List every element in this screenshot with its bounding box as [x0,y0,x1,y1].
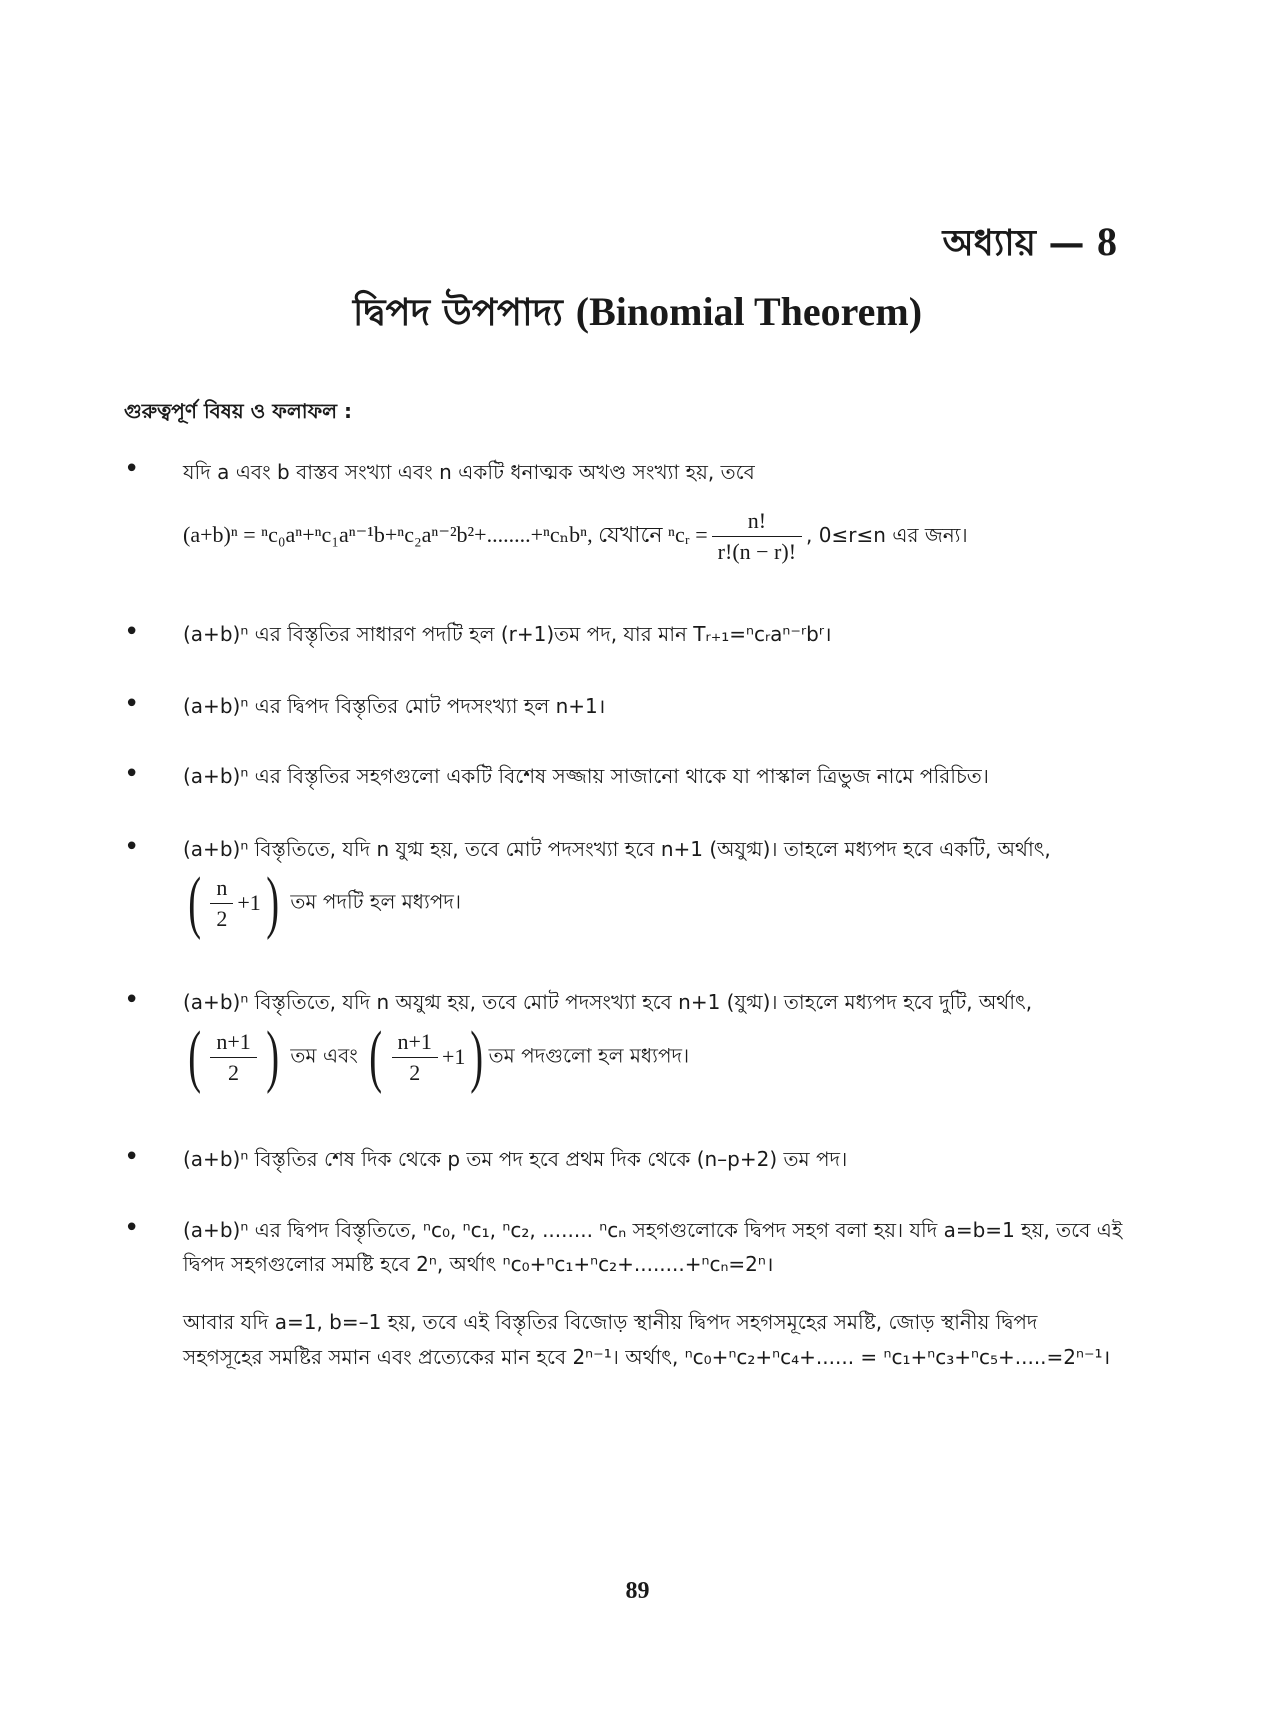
n-plus-1-over-2-fraction [210,1029,256,1086]
item-1-formula [183,508,968,565]
ncr-condition: , 0≤r≤n এর জন্য। [806,523,968,547]
middle-term-text: তম পদটি হল মধ্যপদ। [290,889,462,914]
n-over-2-fraction [210,875,233,932]
item-8-line-2: দ্বিপদ সহগগুলোর সমষ্টি হবে 2ⁿ, অর্থাৎ ⁿc₀+ⁿc₁+ⁿc₂+........+ⁿcₙ=2ⁿ। [183,1252,774,1276]
item-1-intro: যদি a এবং b বাস্তব সংখ্যা এবং n একটি ধনাত্মক অখণ্ড সংখ্যা হয়, তবে [183,460,755,484]
fraction-denominator: 2 [409,1059,421,1085]
and-text: তম এবং [290,1043,358,1068]
bullet-4: • [124,759,140,789]
fraction-denominator: r!(n − r)! [717,539,797,564]
bullet-7: • [124,1142,140,1172]
item-5-middle-term [183,864,462,941]
fraction-numerator: n [210,875,233,904]
expansion-formula: (a+b)ⁿ = ⁿc₀aⁿ+ⁿc₁aⁿ⁻¹b+ⁿc₂aⁿ⁻²b²+........+ⁿcₙbⁿ, যেখানে [183,522,669,547]
item-2-general-term: (a+b)ⁿ এর বিস্তৃতির সাধারণ পদটি হল (r+1)তম পদ, যার মান Tᵣ₊₁=ⁿcᵣaⁿ⁻ʳbʳ। [183,622,832,646]
second-middle-expression: ( $\frac{n+1}{2}$ +1 ) [369,1018,484,1095]
chapter-label [942,216,1117,276]
fraction-numerator: n! [712,508,802,537]
bullet-8: • [124,1213,140,1243]
item-4-pascal: (a+b)ⁿ এর বিস্তৃতির সহগগুলো একটি বিশেষ সজ্জায় সাজানো থাকে যা পাস্কাল ত্রিভুজ নামে পরিচিত। [183,764,989,788]
ncr-fraction [712,508,802,565]
fraction-numerator: n+1 [210,1029,256,1058]
item-5-even-n: (a+b)ⁿ বিস্তৃতিতে, যদি n যুগ্ম হয়, তবে মোট পদসংখ্যা হবে n+1 (অযুগ্ম)। তাহলে মধ্যপদ হবে একটি, অর্থাৎ, [183,837,1051,861]
item-8-line-3: আবার যদি a=1, b=–1 হয়, তবে এই বিস্তৃতির বিজোড় স্থানীয় দ্বিপদ সহগসমূহের সমষ্টি, জোড় স্থানীয় দ্বিপদ [183,1310,1038,1334]
plus-one: +1 [237,890,261,915]
ncr-symbol: ⁿcᵣ = [668,522,708,547]
item-8-line-1: (a+b)ⁿ এর দ্বিপদ বিস্তৃতিতে, ⁿc₀, ⁿc₁, ⁿc₂, ........ ⁿcₙ সহগগুলোকে দ্বিপদ সহগ বলা হয়। যদি a=b=1 হয়, তবে এই [183,1218,1123,1242]
page-title [0,283,1275,346]
middle-term-expression: ( $\frac{n}{2}$ +1 ) [188,864,279,941]
fraction-denominator: 2 [228,1059,240,1085]
chapter-number: 8 [1097,219,1117,264]
item-6-odd-n: (a+b)ⁿ বিস্তৃতিতে, যদি n অযুগ্ম হয়, তবে মোট পদসংখ্যা হবে n+1 (যুগ্ম)। তাহলে মধ্যপদ হবে দুটি, অর্থাৎ, [183,990,1033,1014]
middle-terms-text: তম পদগুলো হল মধ্যপদ। [488,1043,690,1068]
title-english: (Binomial Theorem) [575,289,923,334]
item-3-term-count: (a+b)ⁿ এর দ্বিপদ বিস্তৃতির মোট পদসংখ্যা হল n+1। [183,694,606,718]
bullet-2: • [124,617,140,647]
item-8-line-4: সহগসূহের সমষ্টির সমান এবং প্রত্যেকের মান হবে 2ⁿ⁻¹। অর্থাৎ, ⁿc₀+ⁿc₂+ⁿc₄+...... = ⁿc₁+ⁿc₃+ⁿc₅+.....=2ⁿ⁻¹। [183,1345,1111,1369]
section-heading: গুরুত্বপূর্ণ বিষয় ও ফলাফল : [124,399,353,423]
fraction-numerator: n+1 [392,1029,438,1058]
bullet-3: • [124,689,140,719]
n-plus-1-over-2-fraction-2 [392,1029,438,1086]
bullet-6: • [124,985,140,1015]
item-7-pth-term: (a+b)ⁿ বিস্তৃতির শেষ দিক থেকে p তম পদ হবে প্রথম দিক থেকে (n–p+2) তম পদ। [183,1147,848,1171]
title-bengali: দ্বিপদ উপপাদ্য [352,290,576,334]
first-middle-expression: ( $\frac{n+1}{2}$ ) [188,1018,279,1095]
item-6-middle-terms [183,1018,690,1095]
fraction-denominator: 2 [216,905,228,931]
page-number: 89 [625,1578,650,1604]
bullet-5: • [124,832,140,862]
bullet-1: • [124,454,140,484]
chapter-word: অধ্যায় — [942,222,1097,264]
plus-one: +1 [441,1044,466,1069]
